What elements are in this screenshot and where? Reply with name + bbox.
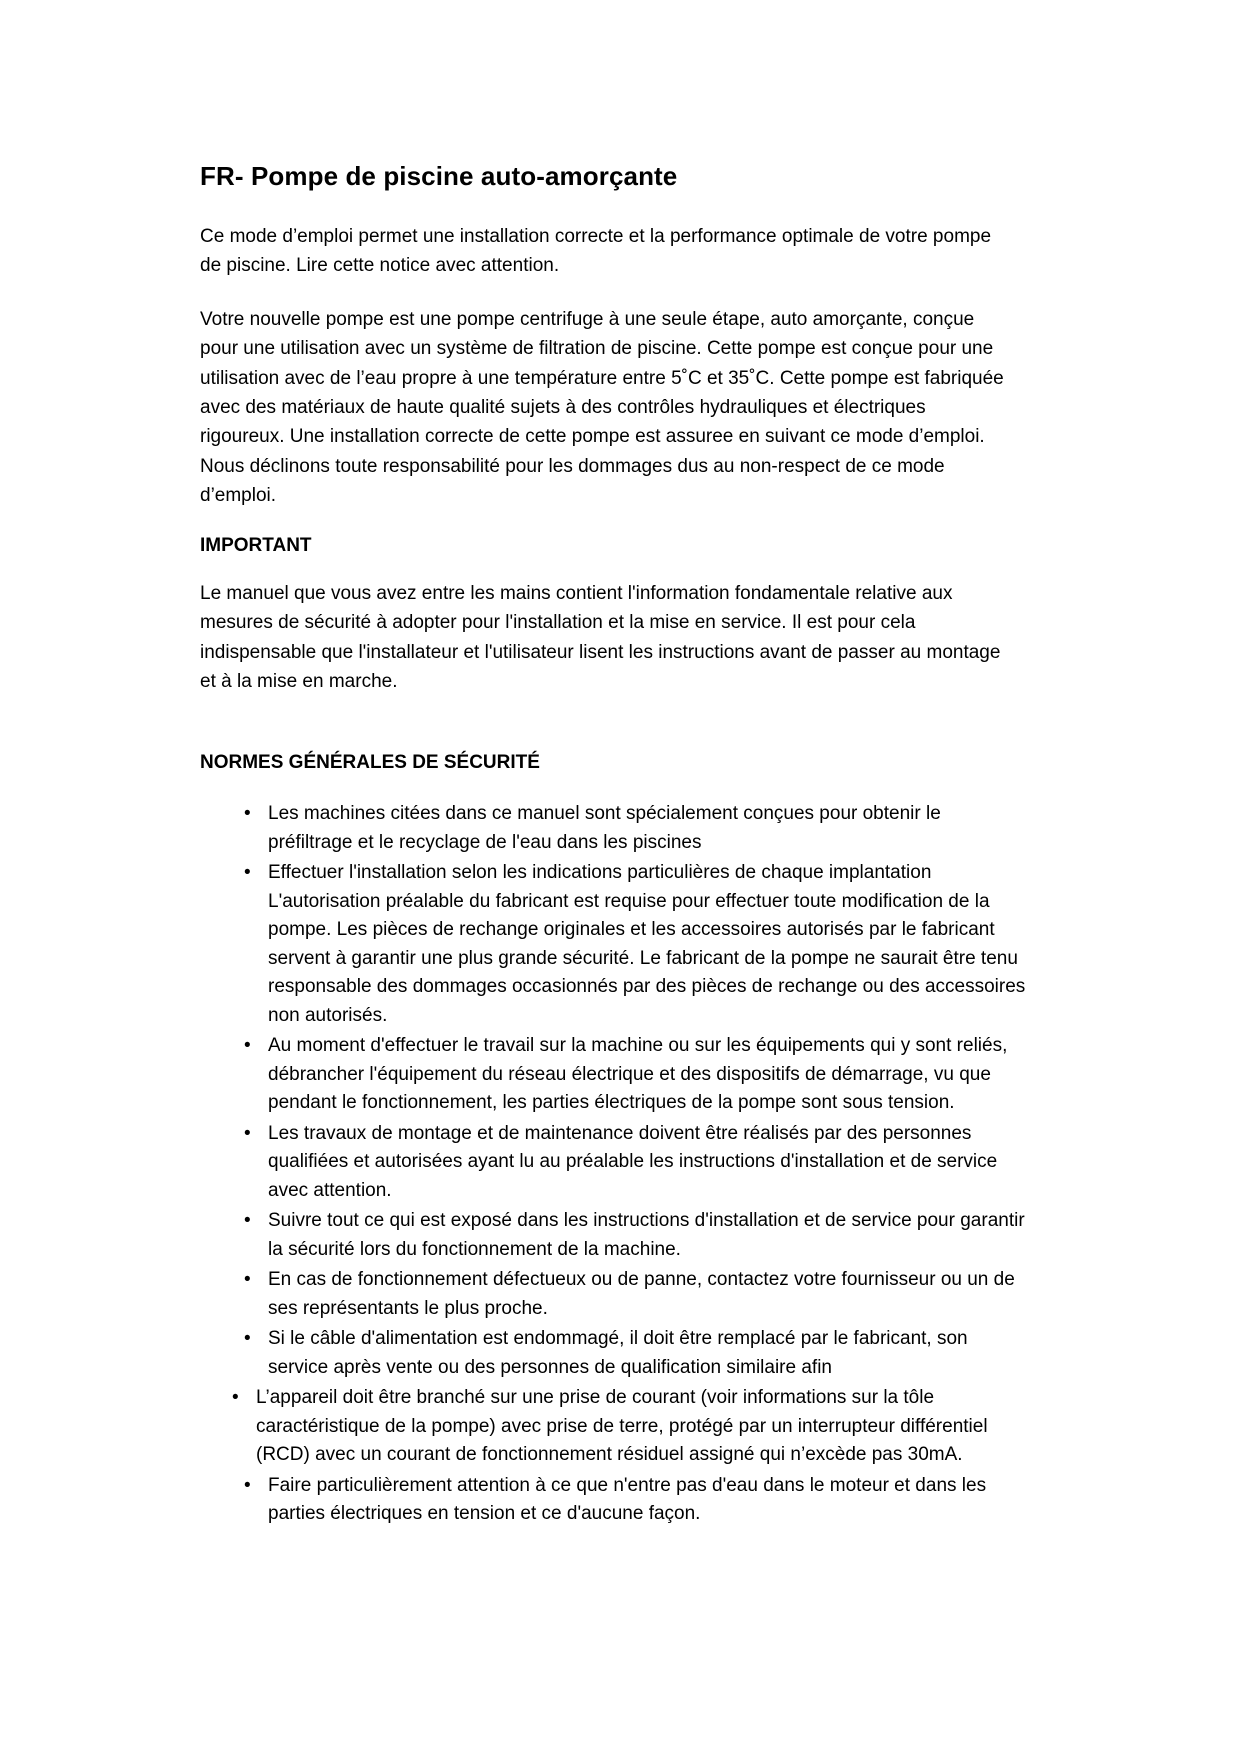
safety-heading: NORMES GÉNÉRALES DE SÉCURITÉ [200,752,540,774]
safety-list [200,800,1030,1529]
list-item: • En cas de fonctionnement défectueux ou de panne, contactez votre fournisseur ou un de ses représentants le plus proche. [240,1266,1030,1323]
list-item: • L’appareil doit être branché sur une prise de courant (voir informations sur la tôle caractéristique de la pompe) avec prise de terre, protégé par un interrupteur différentiel (RCD) avec un courant de fonctionnement résiduel assigné qui n’excède pas 30mA. [234,1384,1030,1470]
list-item: • Suivre tout ce qui est exposé dans les instructions d'installation et de service pour garantir la sécurité lors du fonctionnement de la machine. [240,1207,1030,1264]
important-heading: IMPORTANT [200,534,312,556]
page-title: FR- Pompe de piscine auto-amorçante [200,161,678,191]
list-item: • Effectuer l'installation selon les indications particulières de chaque implantation L'autorisation préalable du fabricant est requise pour effectuer toute modification de la pompe. Les pièces de rechange originales et les accessoires autorisés par le fabricant servent à garantir une plus grande sécurité. Le fabricant de la pompe ne saurait être tenu responsable des dommages occasionnés par des pièces de rechange ou des accessoires non autorisés. [240,859,1030,1030]
list-item: • Si le câble d'alimentation est endommagé, il doit être remplacé par le fabricant, son service après vente ou des personnes de qualification similaire afin [240,1325,1030,1382]
important-paragraph: Le manuel que vous avez entre les mains contient l'information fondamentale relative aux mesures de sécurité à adopter pour l'installation et la mise en service. Il est pour cela indispensable que l'installateur et l'utilisateur lisent les instructions avant de passer au montage et à la mise en marche. [200,582,1001,693]
list-item: • Les travaux de montage et de maintenance doivent être réalisés par des personnes qualifiées et autorisées ayant lu au préalable les instructions d'installation et de service avec attention. [240,1120,1030,1206]
list-item: • Les machines citées dans ce manuel sont spécialement conçues pour obtenir le préfiltrage et le recyclage de l'eau dans les piscines [240,800,1030,857]
intro-paragraph-1: Ce mode d’emploi permet une installation correcte et la performance optimale de votre pompe de piscine. Lire cette notice avec attention. [200,225,992,277]
list-item: • Faire particulièrement attention à ce que n'entre pas d'eau dans le moteur et dans les parties électriques en tension et ce d'aucune façon. [240,1472,1030,1529]
list-item: • Au moment d'effectuer le travail sur la machine ou sur les équipements qui y sont reliés, débrancher l'équipement du réseau électrique et des dispositifs de démarrage, vu que pendant le fonctionnement, les parties électriques de la pompe sont sous tension. [240,1032,1030,1118]
intro-paragraph-2: Votre nouvelle pompe est une pompe centrifuge à une seule étape, auto amorçante, conçue pour une utilisation avec un système de filtration de piscine. Cette pompe est conçue pour une utilisation avec de l’eau propre à une température entre 5˚C et 35˚C. Cette pompe est fabriquée avec des matériaux de haute qualité sujets à des contrôles hydrauliques et électriques rigoureux. Une installation correcte de cette pompe est assuree en suivant ce mode d’emploi. Nous déclinons toute responsabilité pour les dommages dus au non-respect de ce mode d’emploi. [200,308,1004,507]
